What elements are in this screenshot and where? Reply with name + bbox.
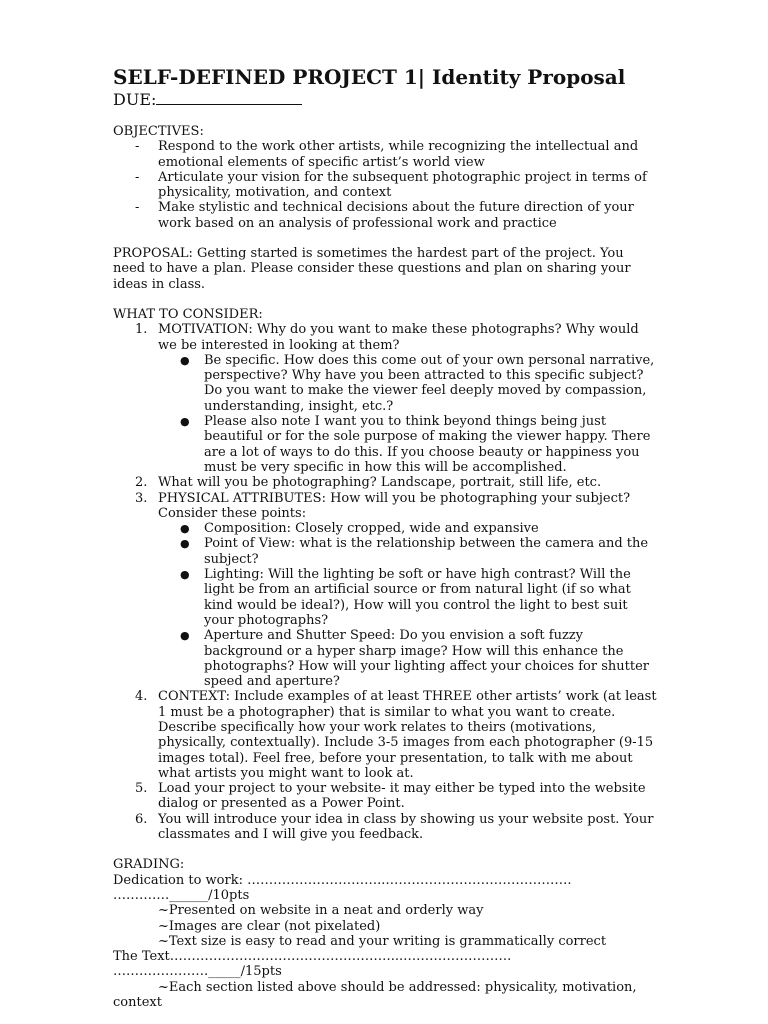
document-page (113, 64, 658, 1010)
grading-criterion: ~Text size is easy to read and your writing is grammatically correct (158, 933, 607, 949)
grading-criterion: ~Each section listed above should be addressed: physicality, motivation, (158, 979, 637, 995)
bullet-item: ● Aperture and Shutter Speed: Do you envision a soft fuzzy background or a hyper sharp image? How will this enhance the photographs? How will your lighting affect your choices for shutter speed and aperture? (180, 628, 649, 690)
objective-item: - Make stylistic and technical decisions about the future direction of your work based on an analysis of professional work and practice (135, 200, 634, 231)
consider-item-2: 2. What will you be photographing? Landscape, portrait, still life, etc. (135, 475, 602, 491)
due-label: DUE: (113, 90, 157, 109)
proposal-paragraph: PROPOSAL: Getting started is sometimes the hardest part of the project. You need to have a plan. Please consider these questions and plan on sharing your ideas in class. (113, 246, 631, 292)
objective-item: - Articulate your vision for the subsequent photographic project in terms of physicality, motivation, and context (135, 169, 647, 201)
dedication-line: Dedication to work: …………………………..……………………………………. (113, 872, 572, 888)
grading-heading: GRADING: (113, 857, 185, 873)
consider-list (113, 322, 658, 842)
physical-attributes-bullets (158, 521, 658, 689)
grading-criterion: ~Presented on website in a neat and orderly way (158, 903, 484, 919)
document-title: SELF-DEFINED PROJECT 1| Identity Proposal (113, 65, 626, 89)
consider-item-6: 6. You will introduce your idea in class by showing us your website post. Your classmates and I will give you feedback. (135, 811, 654, 843)
objectives-heading: OBJECTIVES: (113, 124, 204, 139)
text-line: The Text……………………………………………...……………………. (113, 949, 512, 965)
text-score: …………………._____/15pts (113, 964, 282, 980)
dedication-score: ………….______/10pts (113, 887, 250, 903)
bullet-item: ● Point of View: what is the relationship between the camera and the subject? (180, 536, 649, 567)
bullet-item: ● Please also note I want you to think beyond things being just beautiful or for the sole purpose of making the viewer happy. There are a lot of ways to do this. If you choose beauty or happiness you must be very specific in how this will be accomplished. (180, 414, 651, 475)
consider-item-1: 1. MOTIVATION: Why do you want to make these photographs? Why would we be interested in looking at them? ● Be specific. How does this come out of your own personal narrative, perspective? Why have you been attracted to this specific subject? Do you want to make the viewer feel deeply moved by compassion, understanding, insight, etc.? ● Please also note I want you to think beyond things being just beautiful or for the sole purpose of making the viewer happy. There are a lot of ways to do this. If you choose beauty or happiness you must be very specific in how this will be accomplished. (113, 322, 658, 475)
grading-criterion: ~Images are clear (not pixelated) (158, 918, 381, 934)
due-date-line (113, 90, 658, 110)
bullet-item: ● Be specific. How does this come out of your own personal narrative, perspective? Why have you been attracted to this specific subject? Do you want to make the viewer feel deeply moved by compassion, understanding, insight, etc.? (180, 352, 655, 414)
objectives-list (113, 139, 658, 231)
consider-item-5: 5. Load your project to your website- it may either be typed into the website dialog or presented as a Power Point. (135, 781, 646, 812)
consider-item-3: 3. PHYSICAL ATTRIBUTES: How will you be photographing your subject? Consider these points: ● Composition: Closely cropped, wide and expansive ● Point of View: what is the relationship between the camera and the subject? ● Lighting: Will the lighting be soft or have high contrast? Will the light be from an artificial source or from natural light (if so what kind would be ideal?), How will you control the light to best suit your photographs? ● Aperture and Shutter Speed: Do you envision a soft fuzzy background or a hyper sharp image? How will this enhance the photographs? How will your lighting affect your choices for shutter speed and aperture? (113, 491, 658, 690)
motivation-bullets (158, 353, 658, 475)
due-blank (156, 92, 302, 105)
objective-item: - Respond to the work other artists, while recognizing the intellectual and emotional elements of specific artist’s world view (135, 139, 639, 170)
bullet-item: ● Composition: Closely cropped, wide and expansive (180, 521, 539, 537)
grading-criterion-continued: context (113, 995, 162, 1011)
consider-heading: WHAT TO CONSIDER: (113, 306, 263, 322)
consider-item-4: 4. CONTEXT: Include examples of at least THREE other artists’ work (at least 1 must be a photographer) that is similar to what you want to create. Describe specifically how your work relates to theirs (motivations, physically, contextually). Include 3-5 images from each photographer (9-15 images total). Feel free, before your presentation, to talk with me about what artists you might want to look at. (135, 689, 657, 781)
bullet-item: ● Lighting: Will the lighting be soft or have high contrast? Will the light be from an artificial source or from natural light (if so what kind would be ideal?), How will you control the light to best suit your photographs? (180, 567, 631, 628)
